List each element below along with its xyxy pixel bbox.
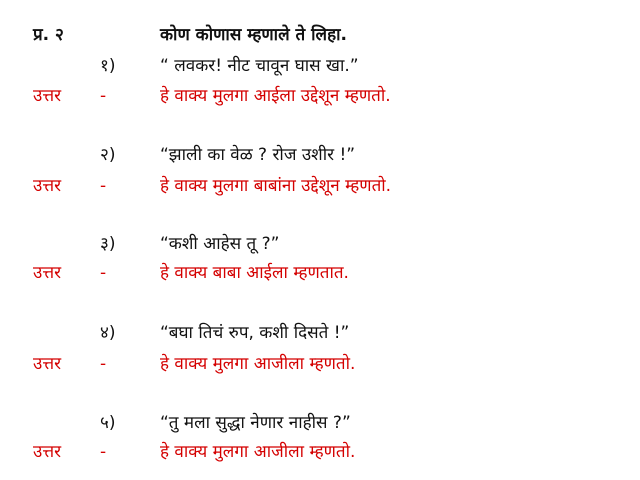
item-quote: “ लवकर! नीट चावून घास खा.”	[160, 56, 359, 76]
question-instruction: कोण कोणास म्हणाले ते लिहा.	[160, 25, 347, 45]
item-quote: “तु मला सुद्धा नेणार नाहीस ?”	[160, 413, 351, 433]
question-number: प्र. २	[33, 25, 64, 45]
item-number: ५)	[100, 413, 116, 433]
item-number: ३)	[100, 234, 116, 254]
item-quote: “झाली का वेळ ? रोज उशीर !”	[160, 145, 356, 165]
item-answer: हे वाक्य मुलगा आजीला म्हणतो.	[160, 442, 356, 462]
item-number: ४)	[100, 323, 116, 343]
item-answer: हे वाक्य मुलगा आजीला म्हणतो.	[160, 354, 356, 374]
answer-dash: -	[100, 442, 107, 462]
answer-dash: -	[100, 86, 107, 106]
item-quote: “कशी आहेस तू ?”	[160, 234, 280, 254]
item-number: १)	[100, 56, 116, 76]
item-answer: हे वाक्य मुलगा आईला उद्देशून म्हणतो.	[160, 86, 391, 106]
answer-label: उत्तर	[33, 442, 62, 462]
item-number: २)	[100, 145, 116, 165]
item-quote: “बघा तिचं रुप, कशी दिसते !”	[160, 323, 350, 343]
answer-label: उत्तर	[33, 263, 62, 283]
answer-label: उत्तर	[33, 354, 62, 374]
answer-label: उत्तर	[33, 176, 62, 196]
answer-dash: -	[100, 354, 107, 374]
item-answer: हे वाक्य बाबा आईला म्हणतात.	[160, 263, 349, 283]
item-answer: हे वाक्य मुलगा बाबांना उद्देशून म्हणतो.	[160, 176, 392, 196]
answer-label: उत्तर	[33, 86, 62, 106]
answer-dash: -	[100, 263, 107, 283]
answer-dash: -	[100, 176, 107, 196]
